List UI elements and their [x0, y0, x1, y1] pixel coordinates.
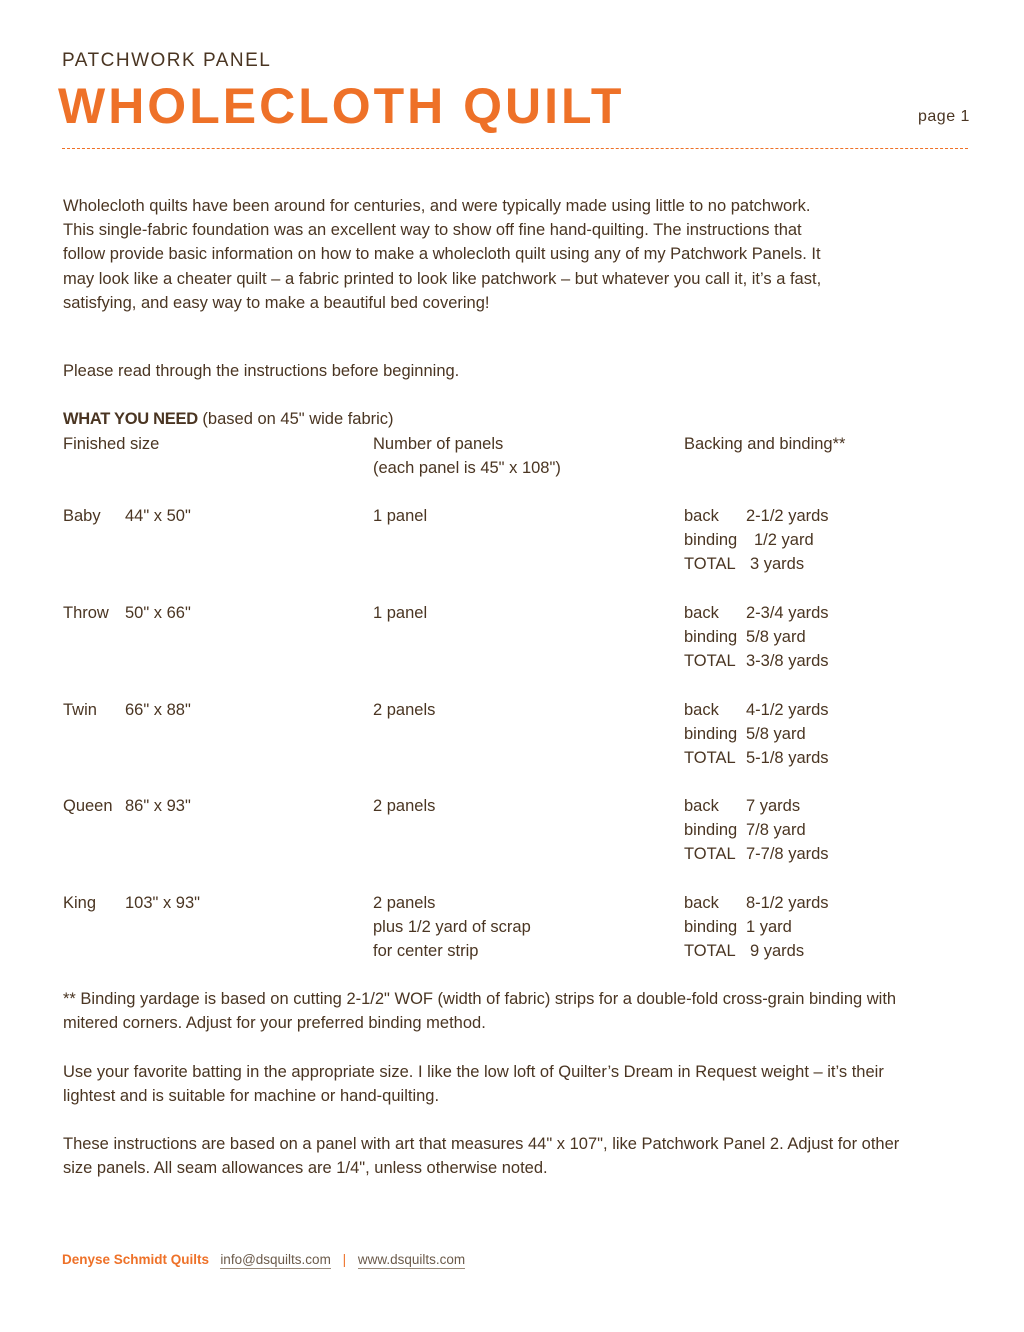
- row-panels-line: 1 panel: [373, 604, 428, 622]
- what-you-need-heading: [63, 407, 394, 431]
- row-labels: [684, 601, 737, 674]
- row-panels-line: 2 panels: [373, 797, 436, 815]
- row-panels: [373, 698, 435, 722]
- what-you-need-label: WHAT YOU NEED: [63, 410, 198, 428]
- amount-total: 3 yards: [750, 555, 805, 574]
- row-panels: [373, 794, 435, 818]
- row-labels: [684, 891, 737, 964]
- row-size: Queen: [63, 797, 113, 815]
- document-kicker: PATCHWORK PANEL: [62, 50, 272, 71]
- label-binding: binding: [684, 821, 738, 840]
- panel-note-line: size panels. All seam allowances are 1/4", unless otherwise noted.: [63, 1159, 548, 1178]
- label-total: TOTAL: [684, 652, 736, 671]
- table-row: [0, 601, 1024, 691]
- binding-note: [63, 987, 963, 1035]
- label-binding: binding: [684, 918, 738, 937]
- binding-note-line: mitered corners. Adjust for your preferred binding method.: [63, 1014, 486, 1033]
- label-back: back: [684, 507, 719, 525]
- amount-total: 3-3/8 yards: [746, 652, 829, 671]
- column-header-panels-label: Number of panels: [373, 435, 504, 453]
- footer: [62, 1252, 465, 1267]
- row-size: Twin: [63, 701, 97, 719]
- row-panels-line: 2 panels: [373, 701, 436, 719]
- row-panels: [373, 891, 531, 964]
- label-back: back: [684, 797, 719, 815]
- intro-line: This single-fabric foundation was an excellent way to show off fine hand-quilting. The instructions that: [63, 221, 802, 240]
- label-binding: binding: [684, 531, 738, 550]
- intro-line: may look like a cheater quilt – a fabric printed to look like patchwork – but whatever you call it, it’s a fast,: [63, 269, 822, 288]
- amount-binding: 1/2 yard: [754, 531, 814, 550]
- row-labels: [684, 698, 737, 771]
- row-size: Throw: [63, 604, 109, 622]
- amount-back: 4-1/2 yards: [746, 701, 829, 719]
- row-dimensions: 44" x 50": [125, 507, 191, 525]
- row-amounts: [746, 698, 829, 771]
- dashed-divider: [62, 148, 968, 149]
- batting-note-line: lightest and is suitable for machine or hand-quilting.: [63, 1087, 440, 1106]
- row-labels: [684, 504, 737, 577]
- row-dimensions: 50" x 66": [125, 604, 191, 622]
- footer-separator: |: [342, 1252, 347, 1267]
- label-total: TOTAL: [684, 749, 736, 768]
- what-you-need-sub: (based on 45" wide fabric): [202, 410, 394, 428]
- intro-line: satisfying, and easy way to make a beautiful bed covering!: [63, 293, 490, 312]
- row-amounts: [746, 794, 829, 867]
- label-back: back: [684, 894, 719, 912]
- row-dimensions: 66" x 88": [125, 701, 191, 719]
- footer-website-link[interactable]: www.dsquilts.com: [357, 1252, 466, 1267]
- panel-note-line: These instructions are based on a panel with art that measures 44" x 107", like Patchwork Panel 2. Adjust for other: [63, 1135, 900, 1153]
- row-amounts: [746, 504, 829, 577]
- table-row: [0, 891, 1024, 981]
- column-header-panels-sub: (each panel is 45" x 108"): [373, 459, 561, 478]
- row-amounts: [746, 891, 829, 964]
- label-back: back: [684, 604, 719, 622]
- column-header-backing: Backing and binding**: [684, 435, 846, 453]
- table-row: [0, 504, 1024, 594]
- amount-back: 2-1/2 yards: [746, 507, 829, 525]
- row-panels-line: for center strip: [373, 942, 479, 961]
- amount-binding: 1 yard: [746, 918, 792, 937]
- row-amounts: [746, 601, 829, 674]
- batting-note-line: Use your favorite batting in the appropriate size. I like the low loft of Quilter’s Dream in Request weight – it’s their: [63, 1063, 884, 1081]
- page-number: page 1: [918, 108, 970, 125]
- row-panels-line: 1 panel: [373, 507, 428, 525]
- amount-back: 7 yards: [746, 797, 801, 815]
- amount-binding: 5/8 yard: [746, 628, 806, 647]
- intro-line: Wholecloth quilts have been around for centuries, and were typically made using little to no patchwork.: [63, 197, 811, 215]
- amount-total: 5-1/8 yards: [746, 749, 829, 768]
- row-panels: [373, 504, 427, 528]
- row-dimensions: 103" x 93": [125, 894, 201, 912]
- amount-binding: 7/8 yard: [746, 821, 806, 840]
- panel-note: [63, 1132, 963, 1180]
- amount-total: 7-7/8 yards: [746, 845, 829, 864]
- intro-paragraph: [63, 194, 863, 315]
- column-header-panels: [373, 432, 561, 480]
- row-panels-line: 2 panels: [373, 894, 436, 912]
- label-total: TOTAL: [684, 845, 736, 864]
- intro-line: follow provide basic information on how to make a wholecloth quilt using any of my Patchwork Panels. It: [63, 245, 821, 264]
- table-row: [0, 698, 1024, 788]
- footer-email-link[interactable]: info@dsquilts.com: [220, 1252, 331, 1267]
- amount-binding: 5/8 yard: [746, 725, 806, 744]
- label-total: TOTAL: [684, 555, 736, 574]
- row-panels: [373, 601, 427, 625]
- read-instructions-note: Please read through the instructions before beginning.: [63, 362, 460, 380]
- row-size: King: [63, 894, 97, 912]
- label-binding: binding: [684, 628, 738, 647]
- label-back: back: [684, 701, 719, 719]
- row-size: Baby: [63, 507, 101, 525]
- row-dimensions: 86" x 93": [125, 797, 191, 815]
- row-labels: [684, 794, 737, 867]
- column-header-size: Finished size: [63, 435, 160, 453]
- document-title: WHOLECLOTH QUILT: [58, 78, 625, 134]
- amount-back: 8-1/2 yards: [746, 894, 829, 912]
- batting-note: [63, 1060, 963, 1108]
- footer-brand: Denyse Schmidt Quilts: [62, 1252, 210, 1267]
- label-binding: binding: [684, 725, 738, 744]
- binding-note-line: ** Binding yardage is based on cutting 2-1/2" WOF (width of fabric) strips for a double-fold cross-grain binding with: [63, 990, 897, 1008]
- row-panels-line: plus 1/2 yard of scrap: [373, 918, 531, 937]
- label-total: TOTAL: [684, 942, 736, 961]
- amount-total: 9 yards: [750, 942, 805, 961]
- table-row: [0, 794, 1024, 884]
- amount-back: 2-3/4 yards: [746, 604, 829, 622]
